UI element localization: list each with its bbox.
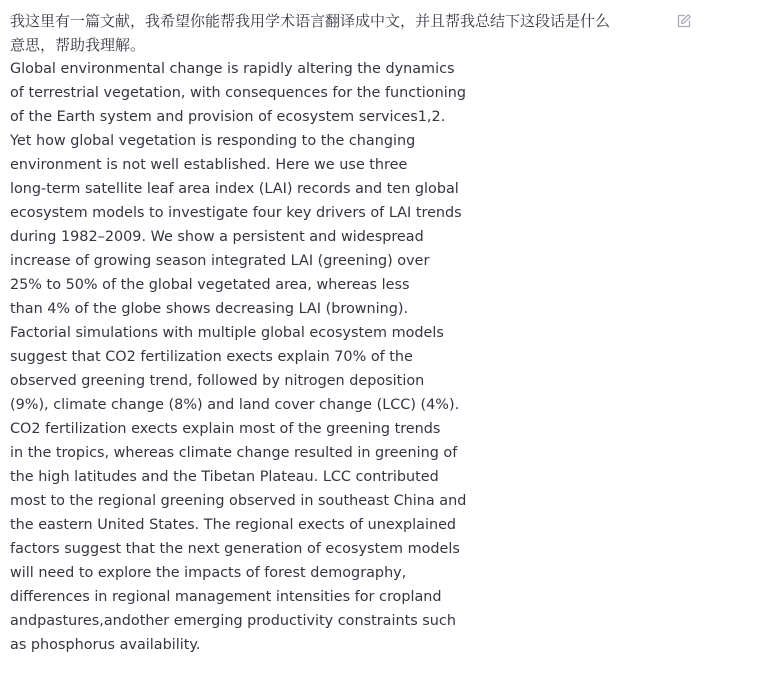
message-text-line: observed greening trend, followed by nitrogen deposition [10,373,425,389]
message-text-line: the eastern United States. The regional exects of unexplained [10,517,457,533]
message-text-line: Factorial simulations with multiple global ecosystem models [10,325,444,341]
message-text-line: 25% to 50% of the global vegetated area, whereas less [10,277,410,293]
message-text-line: (9%), climate change (8%) and land cover change (LCC) (4%). [10,397,460,413]
message-text-line: as phosphorus availability. [10,637,201,653]
message-text-line: long-term satellite leaf area index (LAI) records and ten global [10,181,459,197]
message-text-line: increase of growing season integrated LAI (greening) over [10,253,430,269]
user-message [10,9,670,657]
message-intro-line: 我这里有一篇文献，我希望你能帮我用学术语言翻译成中文，并且帮我总结下这段话是什么 [10,12,611,30]
message-text-line: Global environmental change is rapidly altering the dynamics [10,61,455,77]
message-text-line: factors suggest that the next generation of ecosystem models [10,541,460,557]
message-text-line: during 1982–2009. We show a persistent and widespread [10,229,424,245]
message-text-line: than 4% of the globe shows decreasing LAI (browning). [10,301,409,317]
edit-message-button[interactable] [676,13,692,29]
message-text-line: differences in regional management intensities for cropland [10,589,442,605]
message-intro-line: 意思，帮助我理解。 [10,36,146,54]
message-text-line: in the tropics, whereas climate change resulted in greening of [10,445,458,461]
message-text-line: of terrestrial vegetation, with consequences for the functioning [10,85,466,101]
message-text-line: suggest that CO2 fertilization exects explain 70% of the [10,349,413,365]
message-text-line: will need to explore the impacts of forest demography, [10,565,407,581]
message-text-line: Yet how global vegetation is responding to the changing [10,133,416,149]
message-text-line: CO2 fertilization exects explain most of the greening trends [10,421,441,437]
message-text-line: andpastures,andother emerging productivity constraints such [10,613,456,629]
message-text-line: most to the regional greening observed in southeast China and [10,493,467,509]
message-text-line: the high latitudes and the Tibetan Plateau. LCC contributed [10,469,439,485]
edit-icon [676,13,692,29]
message-text-line: of the Earth system and provision of ecosystem services1,2. [10,109,446,125]
message-text-line: environment is not well established. Here we use three [10,157,408,173]
message-text-line: ecosystem models to investigate four key drivers of LAI trends [10,205,462,221]
